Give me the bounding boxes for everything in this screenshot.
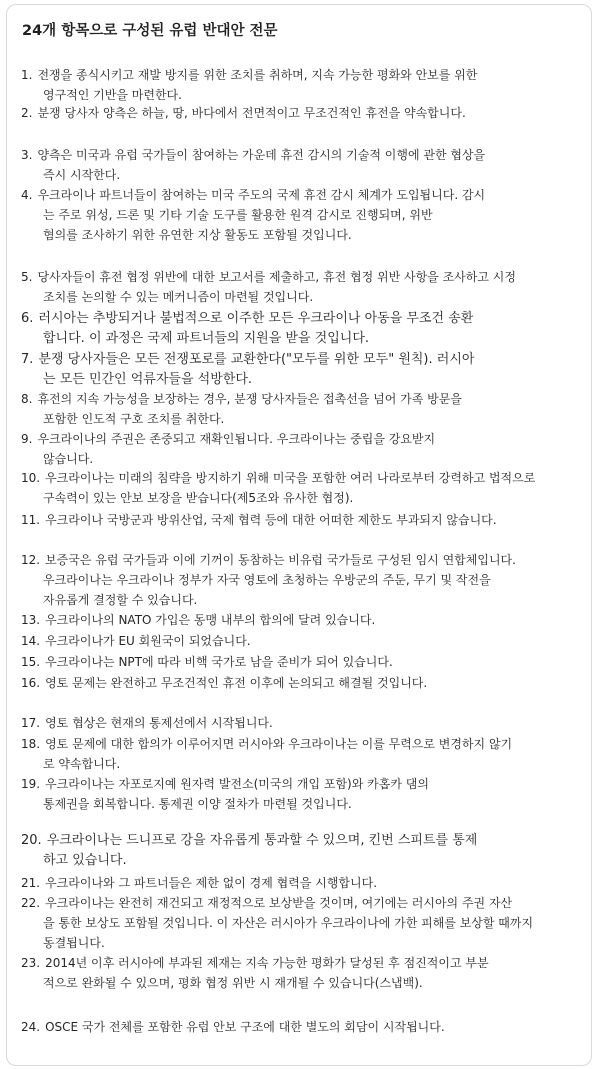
- list-item-number: 24.: [21, 1020, 41, 1034]
- list-item-line: 우크라이나는 NPT에 따라 비핵 국가로 남을 준비가 되어 있습니다.: [45, 655, 393, 669]
- list-item: [21, 103, 581, 123]
- list-item-continuation: 하고 있습니다.: [43, 853, 127, 868]
- list-item-text: [21, 429, 581, 449]
- list-item-continuation: 영구적인 기반을 마련한다.: [43, 88, 182, 102]
- list-item-line: 영토 문제에 대한 합의가 이루어지면 러시아와 우크라이나는 이를 무력으로 변경하지 않기: [45, 737, 513, 751]
- list-item: [21, 267, 581, 307]
- list-item-line: 우크라이나는 자포로지예 원자력 발전소(미국의 개입 포함)와 카홉카 댐의: [45, 777, 429, 791]
- list-item-line: OSCE 국가 전체를 포함한 유럽 안보 구조에 대한 별도의 회담이 시작됩니다.: [45, 1020, 445, 1034]
- list-item-text: [21, 873, 581, 893]
- list-item-line: 분쟁 당사자 양측은 하늘, 땅, 바다에서 전면적이고 무조건적인 휴전을 약속합니다.: [37, 106, 466, 120]
- list-item-text: [21, 673, 581, 693]
- list-item-continuation: 을 통한 보상도 포함될 것입니다. 이 자산은 러시아가 우크라이나에 가한 피해를 보상할 때까지: [43, 916, 534, 930]
- list-item: [21, 610, 581, 630]
- list-item: [21, 185, 581, 245]
- list-item-text: [21, 893, 581, 913]
- list-item: [21, 510, 581, 530]
- list-item: [21, 873, 581, 893]
- list-item-continuation: 포함한 인도적 구호 조치를 취한다.: [43, 412, 225, 426]
- list-item-text: [21, 309, 581, 329]
- list-item-number: 5.: [21, 270, 33, 284]
- list-item-text: [21, 350, 581, 370]
- list-item-line: 우크라이나는 완전히 재건되고 재정적으로 보상받을 것이며, 여기에는 러시아의 주권 자산: [45, 896, 513, 910]
- list-item-number: 17.: [21, 716, 41, 730]
- list-item: [21, 350, 581, 390]
- list-item: [21, 1017, 581, 1037]
- list-item: [21, 550, 581, 610]
- list-item-text: [21, 389, 581, 409]
- list-item-text: [21, 734, 581, 754]
- list-item-continuation: 적으로 완화될 수 있으며, 평화 협정 위반 시 재개될 수 있습니다(스냅백).: [43, 976, 423, 990]
- list-item: [21, 893, 581, 953]
- list-item-number: 10.: [21, 471, 41, 485]
- list-item-number: 3.: [21, 148, 33, 162]
- list-item: [21, 65, 581, 105]
- list-item-number: 2.: [21, 106, 33, 120]
- list-item-text: [21, 550, 581, 570]
- list-item-line: 우크라이나와 그 파트너들은 제한 없이 경제 협력을 시행합니다.: [45, 876, 378, 890]
- list-item-continuation: 는 모든 민간인 억류자들을 석방한다.: [43, 372, 253, 387]
- list-item-line: 당사자들이 휴전 협정 위반에 대한 보고서를 제출하고, 휴전 협정 위반 사항을 조사하고 시정: [37, 270, 516, 284]
- list-item: [21, 774, 581, 814]
- list-item-number: 21.: [21, 876, 41, 890]
- list-item: [21, 652, 581, 672]
- list-item: [21, 468, 581, 508]
- list-item-number: 19.: [21, 777, 41, 791]
- list-item: [21, 713, 581, 733]
- list-item-text: [21, 510, 581, 530]
- list-item-text: [21, 468, 581, 488]
- list-item: [21, 429, 581, 469]
- list-item-line: 우크라이나의 주권은 존중되고 재확인됩니다. 우크라이나는 중립을 강요받지: [37, 432, 436, 446]
- list-item-line: 보증국은 유럽 국가들과 이에 기꺼이 동참하는 비유럽 국가들로 구성된 임시 연합체입니다.: [45, 553, 516, 567]
- list-item-line: 전쟁을 종식시키고 재발 방지를 위한 조치를 취하며, 지속 가능한 평화와 안보를 위한: [37, 68, 478, 82]
- list-item-number: 22.: [21, 896, 41, 910]
- list-item: [21, 831, 581, 871]
- list-item-text: [21, 610, 581, 630]
- list-item-number: 11.: [21, 513, 41, 527]
- list-item-number: 16.: [21, 676, 41, 690]
- list-item-line: 양측은 미국과 유럽 국가들이 참여하는 가운데 휴전 감시의 기술적 이행에 관한 협상을: [37, 148, 486, 162]
- list-item-line: 우크라이나가 EU 회원국이 되었습니다.: [45, 634, 251, 648]
- list-item-text: [21, 103, 581, 123]
- document-card: [6, 4, 592, 1066]
- list-item: [21, 734, 581, 774]
- list-item-number: 7.: [21, 352, 34, 367]
- list-item-number: 8.: [21, 392, 33, 406]
- list-item-continuation: 즉시 시작한다.: [43, 168, 121, 182]
- list-item-continuation: 우크라이나는 우크라이나 정부가 자국 영토에 초청하는 우방군의 주둔, 무기 및 작전을: [43, 573, 491, 587]
- list-item-continuation: 구속력이 있는 안보 보장을 받습니다(제5조와 유사한 협정).: [43, 491, 354, 505]
- list-item-line: 우크라이나 파트너들이 참여하는 미국 주도의 국제 휴전 감시 체계가 도입됩니다. 감시: [37, 188, 486, 202]
- list-item-line: 분쟁 당사자들은 모든 전쟁포로를 교환한다("모두를 위한 모두" 원칙). 러시아: [38, 352, 475, 367]
- list-item-text: [21, 953, 581, 973]
- list-item-line: 영토 문제는 완전하고 무조건적인 휴전 이후에 논의되고 해결될 것입니다.: [45, 676, 428, 690]
- list-item-continuation: 조치를 논의할 수 있는 메커니즘이 마련될 것입니다.: [43, 290, 314, 304]
- list-item-line: 휴전의 지속 가능성을 보장하는 경우, 분쟁 당사자들은 접촉선을 넘어 가족 방문을: [37, 392, 462, 406]
- list-item-line: 우크라이나는 미래의 침략을 방지하기 위해 미국을 포함한 여러 나라로부터 강력하고 법적으로: [45, 471, 536, 485]
- list-item-continuation: 자유롭게 결정할 수 있습니다.: [43, 593, 198, 607]
- list-item-number: 15.: [21, 655, 41, 669]
- list-item-text: [21, 774, 581, 794]
- list-item-text: [21, 652, 581, 672]
- list-item-number: 20.: [21, 833, 42, 848]
- list-item: [21, 309, 581, 349]
- list-item-number: 4.: [21, 188, 33, 202]
- list-item-text: [21, 185, 581, 205]
- list-item-number: 6.: [21, 311, 34, 326]
- list-item-text: [21, 65, 581, 85]
- list-item-text: [21, 1017, 581, 1037]
- list-item: [21, 953, 581, 993]
- list-item: [21, 145, 581, 185]
- list-item-continuation: 합니다. 이 과정은 국제 파트너들의 지원을 받을 것입니다.: [43, 331, 370, 346]
- list-item-text: [21, 713, 581, 733]
- list-item-number: 1.: [21, 68, 33, 82]
- list-item-number: 13.: [21, 613, 41, 627]
- list-item-text: [21, 631, 581, 651]
- list-item-text: [21, 145, 581, 165]
- list-item-continuation: 않습니다.: [43, 452, 94, 466]
- list-item-line: 2014년 이후 러시아에 부과된 제재는 지속 가능한 평화가 달성된 후 점진적이고 부분: [45, 956, 489, 970]
- list-item-text: [21, 831, 581, 851]
- list-item-continuation: 로 약속합니다.: [43, 757, 121, 771]
- list-item-number: 14.: [21, 634, 41, 648]
- list-item-line: 우크라이나의 NATO 가입은 동맹 내부의 합의에 달려 있습니다.: [45, 613, 376, 627]
- list-item-number: 12.: [21, 553, 41, 567]
- list-item-continuation: 통제권을 회복합니다. 통제권 이양 절차가 마련될 것입니다.: [43, 797, 352, 811]
- list-item-line: 러시아는 추방되거나 불법적으로 이주한 모든 우크라이나 아동을 무조건 송환: [38, 311, 474, 326]
- list-item-text: [21, 267, 581, 287]
- list-item-line: 영토 협상은 현재의 통제선에서 시작됩니다.: [45, 716, 273, 730]
- list-item-continuation: 동결됩니다.: [43, 936, 105, 950]
- document-title: 24개 항목으로 구성된 유럽 반대안 전문: [22, 23, 278, 39]
- list-item-line: 우크라이나 국방군과 방위산업, 국제 협력 등에 대한 어떠한 제한도 부과되지 않습니다.: [45, 513, 497, 527]
- list-item-line: 우크라이나는 드니프로 강을 자유롭게 통과할 수 있으며, 킨번 스피트를 통제: [46, 833, 478, 848]
- list-item: [21, 389, 581, 429]
- list-item: [21, 673, 581, 693]
- list-item: [21, 631, 581, 651]
- list-item-number: 23.: [21, 956, 41, 970]
- list-item-number: 18.: [21, 737, 41, 751]
- list-item-continuation: 는 주로 위성, 드론 및 기타 기술 도구를 활용한 원격 감시로 진행되며, 위반: [43, 208, 433, 222]
- list-item-continuation: 혐의를 조사하기 위한 유연한 지상 활동도 포함될 것입니다.: [43, 228, 352, 242]
- list-item-number: 9.: [21, 432, 33, 446]
